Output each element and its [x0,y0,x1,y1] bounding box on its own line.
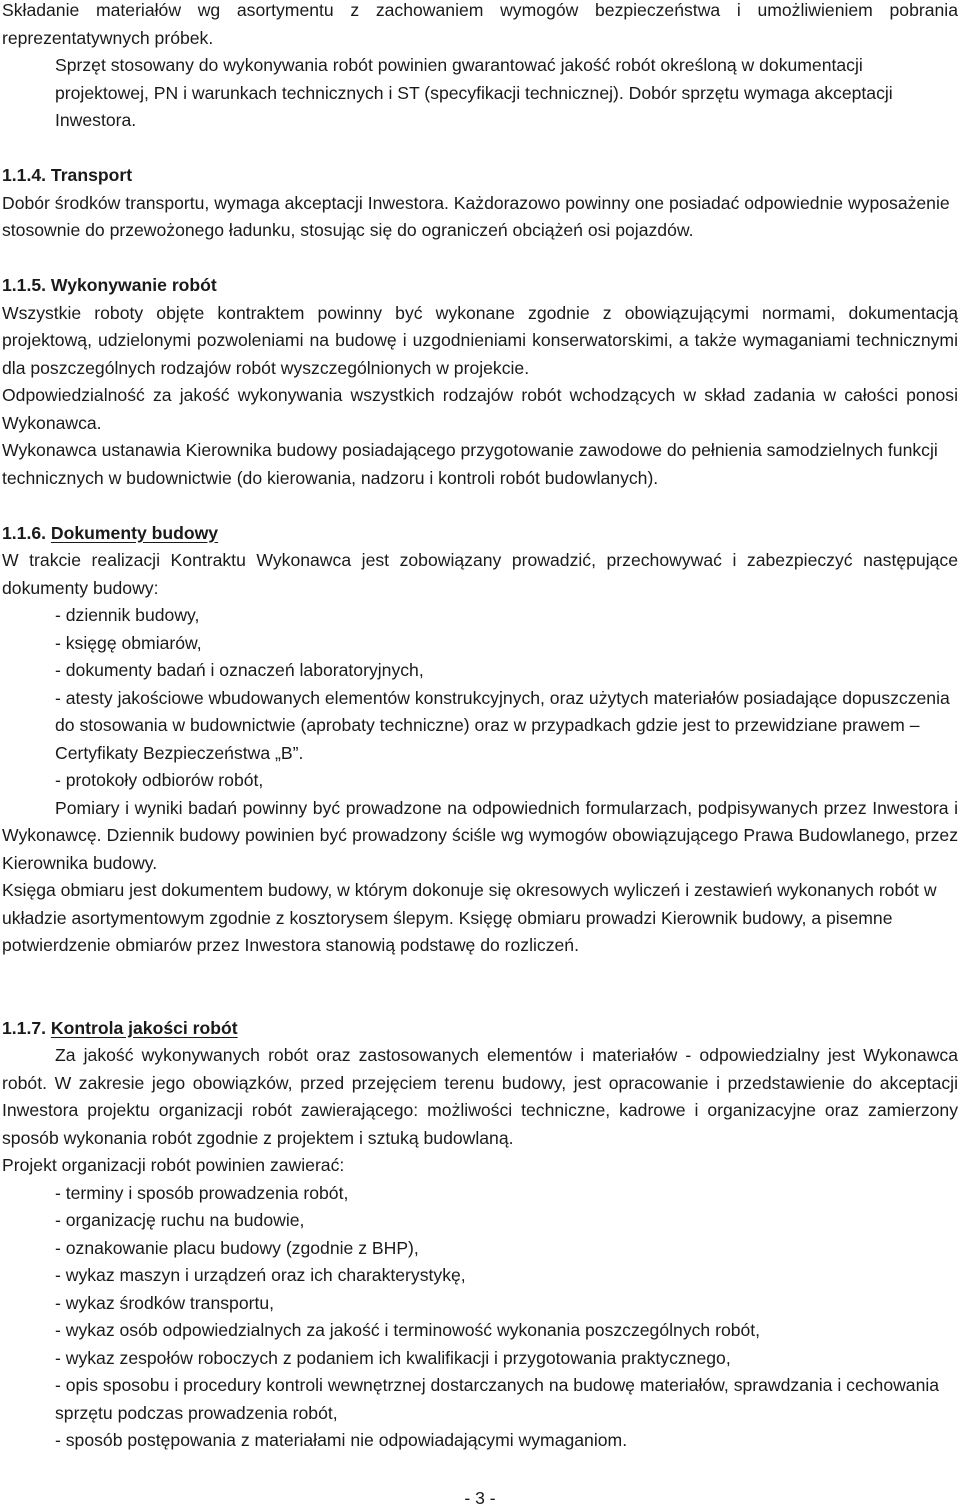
list-item: - atesty jakościowe wbudowanych elementów konstrukcyjnych, oraz użytych materiałów posiadające dopuszczenia do stosowania w budownictwie (aprobaty techniczne) oraz w przypadkach gdzie jest to przewidziane prawem – Certyfikaty Bezpieczeństwa „B”. [55,687,950,763]
section-number: 1.1.7. [2,1017,47,1038]
list-item: - wykaz osób odpowiedzialnych za jakość i terminowość wykonania poszczególnych robót, [55,1320,761,1340]
list-item: - sposób postępowania z materiałami nie odpowiadającymi wymaganiom. [55,1430,628,1450]
intro-paragraph-1: Składanie materiałów wg asortymentu z zachowaniem wymogów bezpieczeństwa i umożliwieniem pobrania reprezentatywnych próbek. [2,0,958,48]
list-item: - dziennik budowy, [55,605,200,625]
document-page [2,0,958,1455]
dokumenty-paragraph-2: Pomiary i wyniki badań powinny być prowadzone na odpowiednich formularzach, podpisywanych przez Inwestora i Wykonawcę. Dziennik budowy powinien być prowadzony ściśle wg wymogów obowiązującego Prawa Budowlanego, przez Kierownika budowy. [2,797,958,873]
wykonywanie-paragraph-1: Wszystkie roboty objęte kontraktem powinny być wykonane zgodnie z obowiązującymi normami, dokumentacją projektową, udzielonymi pozwoleniami na budowę i uzgodnieniami konserwatorskimi, a także wymaganiami technicznymi dla poszczególnych rodzajów robót wyszczególnionych w projekcie. [2,302,958,378]
kontrola-paragraph-2: Projekt organizacji robót powinien zawierać: [2,1155,345,1175]
section-title: Wykonywanie robót [50,275,217,295]
section-title: Kontrola jakości robót [50,1017,238,1038]
section-heading-transport [2,162,958,190]
section-title: Dokumenty budowy [50,522,219,543]
list-item: - księgę obmiarów, [55,632,202,653]
list-item: - oznakowanie placu budowy (zgodnie z BHP), [55,1237,419,1258]
kontrola-paragraph-1: Za jakość wykonywanych robót oraz zastosowanych elementów i materiałów - odpowiedzialny jest Wykonawca robót. W zakresie jego obowiązków, przed przejęciem terenu budowy, jest opracowanie i przedstawienie do akceptacji Inwestora projektu organizacji robót zawierającego: możliwości techniczne, kadrowe i organizacyjne oraz zamierzony sposób wykonania robót zgodnie z projektem i sztuką budowlaną. [2,1045,958,1148]
list-item: - dokumenty badań i oznaczeń laboratoryjnych, [55,660,424,680]
transport-paragraph: Dobór środków transportu, wymaga akceptacji Inwestora. Każdorazowo powinny one posiadać odpowiednie wyposażenie stosownie do przewożonego ładunku, stosując się do ograniczeń obciążeń osi pojazdów. [2,192,950,240]
list-item: - opis sposobu i procedury kontroli wewnętrznej dostarczanych na budowę materiałów, sprawdzania i cechowania sprzętu podczas prowadzenia robót, [55,1375,940,1423]
list-item: - wykaz zespołów roboczych z podaniem ich kwalifikacji i przygotowania praktycznego, [55,1347,731,1368]
page-number: - 3 - [464,1488,496,1508]
section-number: 1.1.5. [2,275,47,295]
wykonywanie-paragraph-2: Odpowiedzialność za jakość wykonywania wszystkich rodzajów robót wchodzących w skład zadania w całości ponosi Wykonawca. [2,385,958,433]
section-heading-kontrola [2,1015,958,1043]
dokumenty-paragraph-1: W trakcie realizacji Kontraktu Wykonawca jest zobowiązany prowadzić, przechowywać i zabezpieczyć następujące dokumenty budowy: [2,550,958,598]
section-number: 1.1.6. [2,522,47,543]
wykonywanie-paragraph-3: Wykonawca ustanawia Kierownika budowy posiadającego przygotowanie zawodowe do pełnienia samodzielnych funkcji technicznych w budownictwie (do kierowania, nadzoru i kontroli robót budowlanych). [2,440,938,488]
list-item: - organizację ruchu na budowie, [55,1210,305,1230]
list-item: - wykaz maszyn i urządzeń oraz ich charakterystykę, [55,1265,466,1285]
intro-paragraph-2: Sprzęt stosowany do wykonywania robót powinien gwarantować jakość robót określoną w dokumentacji projektowej, PN i warunkach technicznych i ST (specyfikacji technicznej). Dobór sprzętu wymaga akceptacji Inwestora. [55,55,893,130]
section-number: 1.1.4. [2,165,47,185]
section-heading-wykonywanie [2,272,958,300]
dokumenty-paragraph-3: Księga obmiaru jest dokumentem budowy, w którym dokonuje się okresowych wyliczeń i zestawień wykonanych robót w układzie asortymentowym zgodnie z kosztorysem ślepym. Księgę obmiaru prowadzi Kierownik budowy, a pisemne potwierdzenie obmiarów przez Inwestora stanowią podstawę do rozliczeń. [2,880,937,955]
list-item: - protokoły odbiorów robót, [55,770,264,790]
list-item: - terminy i sposób prowadzenia robót, [55,1182,349,1203]
list-item: - wykaz środków transportu, [55,1292,275,1313]
section-heading-dokumenty [2,520,958,548]
section-title: Transport [50,165,133,185]
